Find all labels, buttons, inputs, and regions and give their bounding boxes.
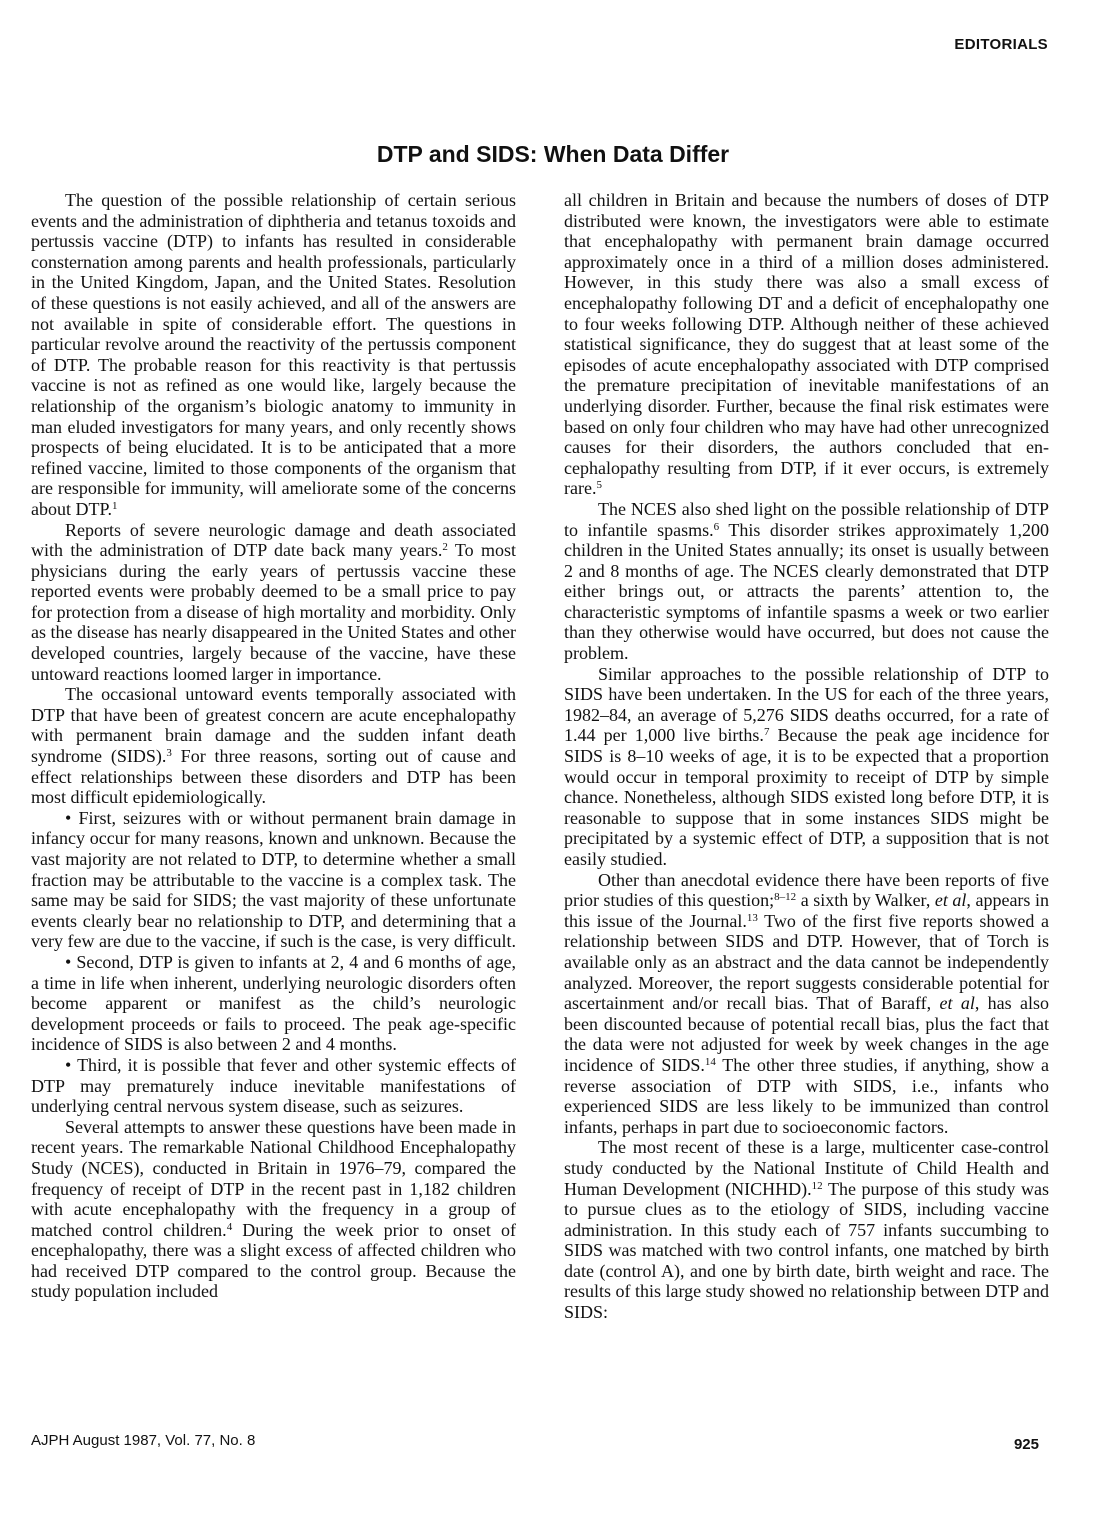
left-column <box>31 190 516 1302</box>
page-number: 925 <box>1013 1436 1039 1453</box>
paragraph <box>564 499 1049 664</box>
text-run: a sixth by Walker, <box>796 890 935 911</box>
text-run: all children in Britain and because the numbers of doses of DTP distributed were known, the investigators were able to estimate that encephalopathy with permanent brain damage occurred approximately once in a third of a million doses administered. However, in this study there was also a small excess of encephalopathy following DT and a deficit of encephalopathy one to four weeks following DTP. Although neither of these achieved statistical significance, they do suggest that at least some of the episodes of acute encephalopathy associated with DTP comprised the premature precipitation of inevitable manifestations of an underlying disorder. Further, because the final risk estimates were based on only four children who may have had other unrecognized causes for their disorders, the authors concluded that encephalopathy resulting from DTP, if it ever occurs, is extremely rare. <box>564 190 1049 499</box>
paragraph <box>564 190 1049 499</box>
reference-superscript: 1 <box>112 499 118 512</box>
text-run: Because the peak age incidence for SIDS is 8–10 weeks of age, it is to be expected that a proportion would occur in temporal proximity to receipt of DTP by simple chance. Nonetheless, although SIDS existed long before DTP, it is reasonable to suppose that in some instances SIDS might be precipitated by a systemic effect of DTP, a supposition that is not easily studied. <box>564 725 1049 869</box>
text-run: • Second, DTP is given to infants at 2, 4 and 6 months of age, a time in life when inherent, underlying neurologic disorders often become apparent or manifest as the child’s neurologic development proceeds or fails to proceed. The peak age-specific incidence of SIDS is also between 2 and 4 months. <box>31 951 516 1055</box>
text-run: Several attempts to answer these questions have been made in recent years. The remarkable National Childhood Encephalopathy Study (NCES), conducted in Britain in 1976–79, compared the frequency of receipt of DTP in the recent past in 1,182 children with acute encephalopathy with the frequency in a group of matched control children. <box>31 1116 516 1240</box>
paragraph <box>564 664 1049 870</box>
text-run: , appears in this issue of the Journal. <box>564 890 1049 931</box>
text-run: , has also been discounted because of potential recall bias, plus the fact that the data were not adjusted for week by week changes in the age incidence of SIDS. <box>564 993 1049 1075</box>
text-run: The question of the possible relationship of certain serious events and the administration of diphtheria and tetanus toxoids and pertussis vaccine (DTP) to infants has resulted in considerable consternation among parents and health professionals, particularly in the United Kingdom, Japan, and the United States. Resolution of these questions is not easily achieved, and all of the answers are not available in spite of considerable effort. The questions in particular revolve around the reactivity of the pertussis component of DTP. The probable reason for this reactivity is that pertussis vaccine is not as refined as one would like, largely because the relationship of the organism’s biologic anatomy to immunity in man eluded investigators for many years, and only recently shows prospects of being elucidated. It is to be anticipated that a more refined vaccine, limited to those components of the organism that are responsible for immunity, will ameliorate some of the concerns about DTP. <box>31 190 516 519</box>
text-run: Reports of severe neurologic damage and death associated with the administration of DTP date back many years. <box>31 519 516 561</box>
reference-superscript: 7 <box>763 726 770 739</box>
text-run: The occasional untoward events temporally associated with DTP that have been of greatest concern are acute encephalopathy with permanent brain damage and the sudden infant death syndrome (SIDS). <box>31 684 516 767</box>
text-run: The purpose of this study was to pursue clues as to the etiology of SIDS, including vaccine administration. In this study each of 757 infants succumbing to SIDS was matched with two control infants, one matched by birth date (control A), and one by birth date, birth weight and race. The results of this large study showed no relationship between DTP and SIDS: <box>564 1178 1049 1323</box>
section-label: EDITORIALS <box>954 36 1048 53</box>
reference-superscript: 2 <box>442 541 448 554</box>
paragraph <box>31 952 516 1055</box>
paragraph <box>31 684 516 808</box>
text-run: To most physicians during the early years of pertussis vaccine these reported events were probably deemed to be a small price to pay for protection from a disease of high mortality and morbidity. Only as the disease has nearly disappeared in the United States and other developed countries, largely because of the vaccine, have these untoward reactions loomed larger in importance. <box>31 540 517 684</box>
paragraph <box>564 1137 1049 1322</box>
reference-superscript: 4 <box>226 1220 233 1233</box>
reference-superscript: 14 <box>704 1055 716 1068</box>
journal-citation: AJPH August 1987, Vol. 77, No. 8 <box>31 1432 256 1449</box>
paragraph <box>31 1055 516 1117</box>
text-run: Similar approaches to the possible relationship of DTP to SIDS have been undertaken. In the US for each of the three years, 1982–84, an average of 5,276 SIDS deaths occurred, for a rate of 1.44 per 1,000 live births. <box>564 663 1049 746</box>
text-run: This disorder strikes approximately 1,200 children in the United States annually; its onset is usually between 2 and 8 months of age. The NCES clearly demonstrated that DTP either brings out, or attracts the parents’ attention to, the characteristic symptoms of infantile spasms a week or two earlier than they otherwise would have occurred, but does not cause the problem. <box>564 519 1050 664</box>
italic-text: et al <box>934 890 967 911</box>
paragraph <box>31 520 516 685</box>
text-run: • First, seizures with or without permanent brain damage in infancy occur for many reasons, known and unknown. Because the vast majority are not related to DTP, to determine whether a small fraction may be attributable to the vaccine is a complex task. The same may be said for SIDS; the vast majority of these unfortunate events clearly bear no relationship to DTP, and determining that a very few are due to the vaccine, if such is the case, is very difficult. <box>31 807 516 952</box>
reference-superscript: 3 <box>166 747 172 760</box>
text-run: Two of the first five reports showed a relationship between SIDS and DTP. However, that of Torch is available only as an abstract and the data cannot be independently analyzed. Moreover, the report suggests considerable potential for ascertainment and/or recall bias. That of Baraff, <box>564 910 1049 1014</box>
text-run: During the week prior to onset of encephalopathy, there was a slight excess of affected children who had received DTP compared to the control group. Because the study population included <box>31 1219 516 1302</box>
text-run: The other three studies, if anything, show a reverse association of DTP with SIDS, i.e., infants who experienced SIDS are less likely to be immunized than control infants, perhaps in part due to socioeconomic factors. <box>564 1054 1049 1137</box>
reference-superscript: 8–12 <box>774 891 797 904</box>
reference-superscript: 12 <box>811 1179 823 1192</box>
paragraph <box>31 808 516 952</box>
reference-superscript: 5 <box>596 479 602 492</box>
paragraph <box>31 190 516 520</box>
paragraph <box>31 1117 516 1302</box>
reference-superscript: 13 <box>746 911 758 924</box>
article-title: DTP and SIDS: When Data Differ <box>376 141 730 167</box>
text-run: • Third, it is possible that fever and other systemic effects of DTP may prematurely induce inevitable manifestations of underlying central nervous system disease, such as seizures. <box>31 1054 516 1117</box>
text-run: The most recent of these is a large, multicenter case-control study conducted by the National Institute of Child Health and Human Development (NICHHD). <box>564 1137 1049 1199</box>
italic-text: et al <box>939 993 975 1014</box>
text-run: Other than anecdotal evidence there have been reports of five prior studies of this question; <box>564 869 1049 911</box>
paragraph <box>564 870 1049 1138</box>
reference-superscript: 6 <box>713 520 720 533</box>
right-column <box>564 190 1049 1323</box>
text-run: For three reasons, sorting out of cause and effect relationships between these disorders and DTP has been most difficult epidemiologically. <box>31 746 516 808</box>
text-run: The NCES also shed light on the possible relationship of DTP to infantile spasms. <box>564 498 1049 540</box>
